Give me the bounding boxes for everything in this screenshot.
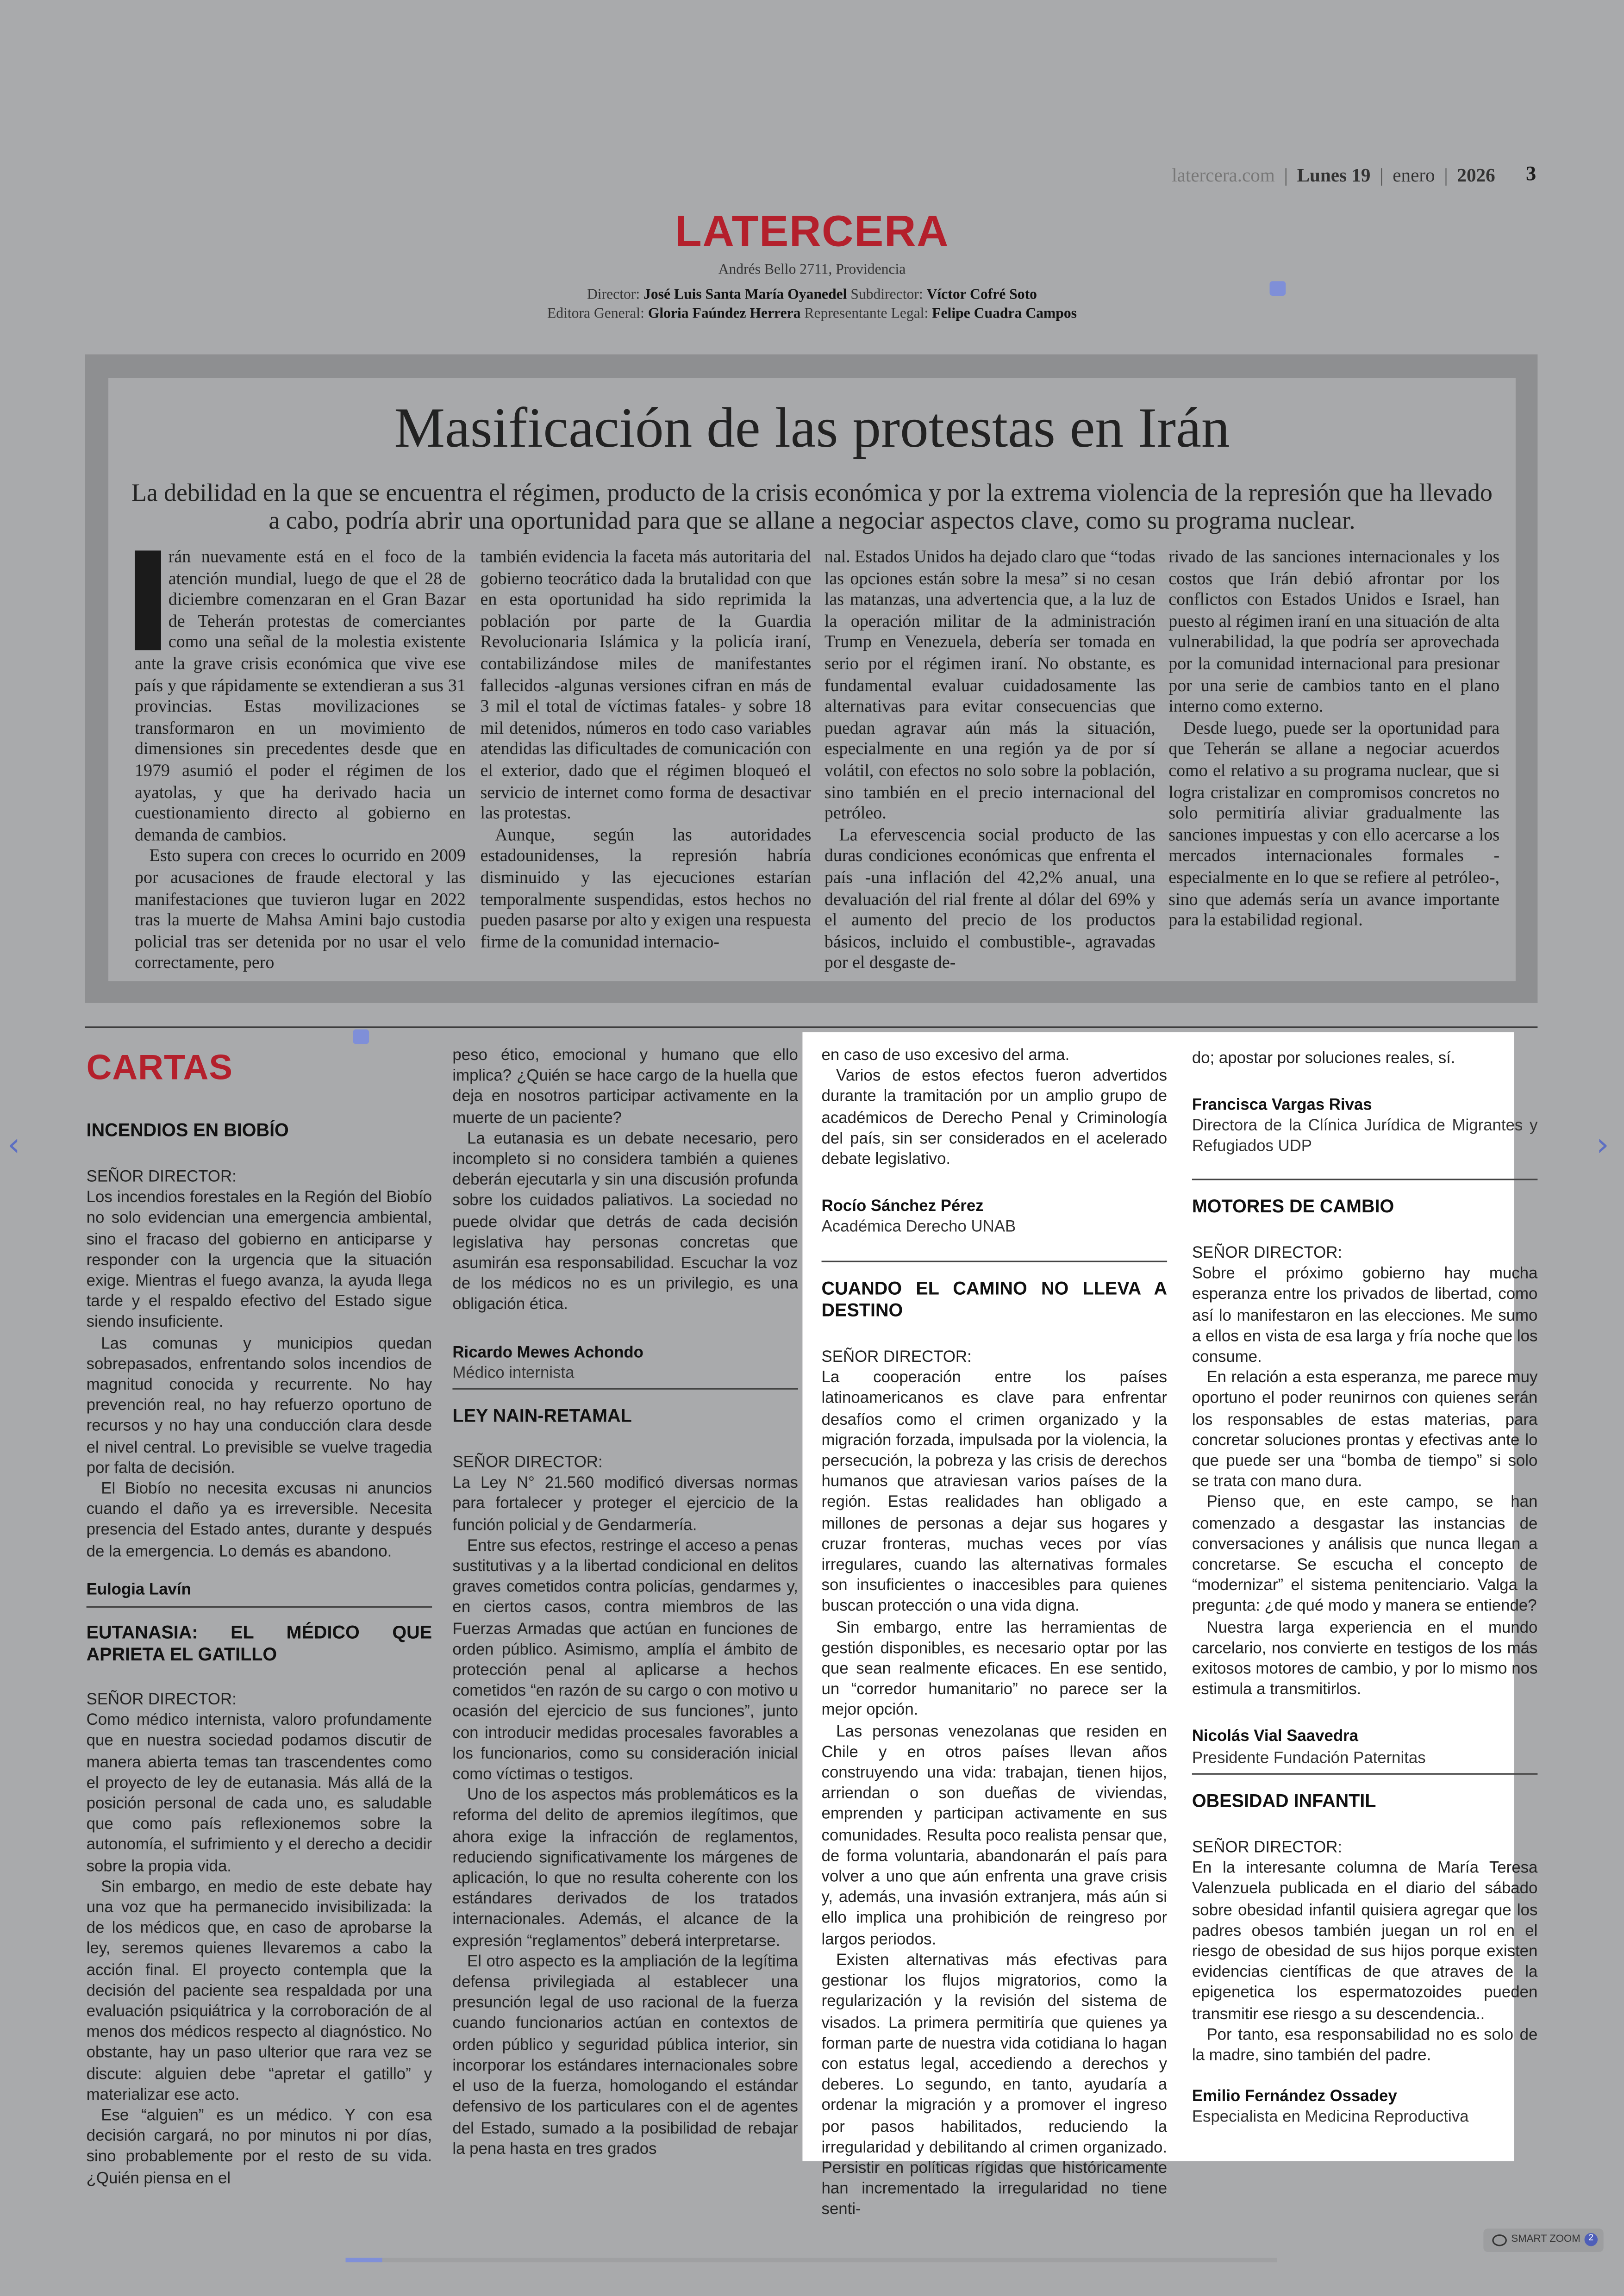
letter-signature-role: Directora de la Clínica Jurídica de Migrantes y Refugiados UDP: [1192, 1117, 1538, 1156]
newspaper-logo: LATERCERA: [675, 208, 949, 256]
letter-signature-role: Especialista en Medicina Reproductiva: [1192, 2109, 1469, 2127]
letter-title: EUTANASIA: EL MÉDICO QUE APRIETA EL GATILLO: [86, 1622, 432, 1665]
annotation-note-icon-2[interactable]: [353, 1029, 369, 1044]
letter-signature-role: Médico internista: [452, 1364, 575, 1382]
next-page-icon[interactable]: ›: [1596, 1127, 1609, 1164]
salutation: SEÑOR DIRECTOR:: [821, 1348, 972, 1366]
letter-camino-destino: CUANDO EL CAMINO NO LLEVA A DESTINO SEÑOR DIRECTOR: La cooperación entre los países latinoamericanos es clave para enfrentar desafíos como el crimen organizado y la migración forzada, impulsada por la violencia, la persecución, la pobreza y las crisis de derechos humanos que atraviesan varios países de la región. Estas realidades han obligado a millones de personas a dejar sus hogares y cruzar fronteras, muchas veces por vías irregulares, cuando las alternativas formales son insuficientes o inaccesibles para quienes buscan protección o una vida digna. Sin embargo, entre las herramientas de gestión disponibles, es necesario optar por las que sean realmente eficaces. En ese sentido, un “corredor humanitario” no parece ser la mejor opción. Las personas venezolanas que residen en Chile y en otros países llevan años construyendo una vida: trabajan, tienen hijos, arriendan o son dueñas de viviendas, emprenden y participan activamente en sus comunidades. Resulta poco realista pensar que, de forma voluntaria, abandonarán el país para volver a uno que aún enfrenta una grave crisis y, además, una invasión extranjera, más aún si ello implica una prohibición de reingreso por largos periodos. Existen alternativas más efectivas para gestionar los flujos migratorios, como la regularización y la revisión del sistema de visados. La primera permitiría que quienes ya forman parte de nuestra vida cotidiana lo hagan con estatus legal, accediendo a derechos y deberes. Lo segundo, en tanto, ayudaría a ordenar la migración y a promover el ingreso por pasos habilitados, reduciendo la irregularidad y debilitando al crimen organizado. Persistir en políticas rígidas que históricamente han incrementado la irregularidad no tiene senti-: [821, 1278, 1168, 2219]
letter-divider: [822, 1261, 1168, 1262]
letter-title: OBESIDAD INFANTIL: [1192, 1791, 1376, 1811]
letter-signature: Eulogia Lavín: [86, 1581, 191, 1599]
page-progress-fill: [346, 2258, 383, 2262]
letter-signature-role: Presidente Fundación Paternitas: [1192, 1749, 1426, 1767]
letter-motores-cambio: MOTORES DE CAMBIO SEÑOR DIRECTOR: Sobre el próximo gobierno hay mucha esperanza entre los privados de libertad, como así lo manifestaron en las elecciones. Me sumo a ellos en vista de esa larga y fría noche que los consume. En relación a esta esperanza, me parece muy oportuno el poder reunirnos con quienes serán los responsables de estas materias, para concretar soluciones prontas y efectivas ante lo que puede ser una “bomba de tiempo” si solo se trata con mano dura. Pienso que, en este campo, se han comenzado a desgastar las instancias de conversaciones y análisis que nunca llegan a concretarse. Se escucha el concepto de “modernizar” el sistema penitenciario. Valga la pregunta: ¿de qué modo y manera se entiende? Nuestra larga experiencia en el mundo carcelario, nos convierte en testigos de los más exitosos motores de cambio, y por lo mismo nos estimula a transmitirlos. Nicolás Vial Saavedra Presidente Fundación Paternitas: [1192, 1196, 1538, 1768]
eye-icon: [1492, 2234, 1507, 2246]
previous-page-icon[interactable]: ‹: [7, 1127, 20, 1164]
letter-obesidad-infantil: OBESIDAD INFANTIL SEÑOR DIRECTOR: En la interesante columna de María Teresa Valenzuela publicada en el diario del sábado sobre obesidad infantil quisiera agregar que los padres obesos también juegan un rol en el riesgo de obesidad de sus hijos porque existen evidencias científicas de que atraves de la epigenetica los espermatozoides pueden transmitir ese riesgo a su descendencia.. Por tanto, esa responsabilidad no es solo de la madre, sino también del padre. Emilio Fernández Ossadey Especialista en Medicina Reproductiva: [1192, 1791, 1538, 2128]
date-year: 2026: [1457, 164, 1495, 186]
dropcap-letter: [135, 550, 161, 650]
letter-nain-retamal-continued: en caso de uso excesivo del arma. Varios de estos efectos fueron advertidos durante la tramitación por un amplio grupo de académicos de Derecho Penal y Criminología del país, sin ser considerados en el acelerado debate legislativo. Rocío Sánchez Pérez Académica Derecho UNAB: [822, 1046, 1168, 1238]
cartas-section-title: CARTAS: [86, 1048, 233, 1088]
letter-signature: Ricardo Mewes Achondo: [452, 1343, 643, 1361]
annotation-note-icon[interactable]: [1269, 281, 1286, 296]
smart-zoom-badge: 2: [1585, 2233, 1598, 2246]
letter-camino-continued: do; apostar por soluciones reales, sí. Francisca Vargas Rivas Directora de la Clínica Jurídica de Migrantes y Refugiados UDP: [1192, 1048, 1538, 1157]
page-progress-track[interactable]: [346, 2258, 1277, 2262]
letter-nain-retamal: LEY NAIN-RETAMAL SEÑOR DIRECTOR: La Ley N° 21.560 modificó diversas normas para fortalecer y proteger el ejercicio de la función policial y de Gendarmería. Entre sus efectos, restringe el acceso a penas sustitutivas y a la libertad condicional en delitos graves cometidos contra policías, gendarmes y, en ciertos casos, contra miembros de las Fuerzas Armadas que actúan en funciones de orden público. Asimismo, amplía el ámbito de protección penal al aplicarse a hechos cometidos “en razón de su cargo o con motivo u ocasión del ejercicio de sus funciones”, junto con introducir medidas procesales favorables a los funcionarios, como su consideración inicial como víctimas o testigos. Uno de los aspectos más problemáticos es la reforma del delito de apremios ilegítimos, que ahora exige la infracción de reglamentos, reduciendo significativamente los márgenes de aplicación, lo que no resulta coherente con los estándares derivados de los tratados internacionales. Además, el alcance de la expresión “reglamentos” deberá interpretarse. El otro aspecto es la ampliación de la legítima defensa privilegiada al establecer una presunción legal de uso racional de la fuerza cuando funcionarios actúan en contextos de orden público y seguridad pública interior, sin incorporar los estándares internacionales sobre el uso de la fuerza, homologando el estándar defensivo de los particulares con el de agentes del Estado, sumado a la posibilidad de rebajar la pena hasta en tres grados: [452, 1405, 798, 2158]
salutation: SEÑOR DIRECTOR:: [452, 1454, 603, 1472]
smart-zoom-button[interactable]: SMART ZOOM 2: [1483, 2228, 1603, 2252]
letter-signature: Emilio Fernández Ossadey: [1192, 2088, 1397, 2106]
site-name: latercera.com: [1172, 164, 1275, 186]
masthead-directors: Director: José Luis Santa María Oyanedel Subdirector: Víctor Cofré Soto: [587, 287, 1037, 303]
editorial-column-2: también evidencia la faceta más autoritaria del gobierno teocrático dada la brutalidad con que en esta oportunidad ha sido reprimida la población por parte de la Guardia Revolucionaria Islámica y la policía iraní, contabilizándose miles de manifestantes fallecidos -algunas versiones cifran en más de 3 mil el total de víctimas fatales- y sobre 18 mil detenidos, números en todo caso variables atendidas las dificultades de comunicación con el exterior, dado que el régimen bloqueó el servicio de internet como forma de desactivar las protestas. Aunque, según las autoridades estadounidenses, la represión habría disminuido y las ejecuciones estarían temporalmente suspendidas, estos hechos no pueden pasarse por alto y exigen una respuesta firme de la comunidad internacio-: [480, 546, 812, 952]
letter-title: CUANDO EL CAMINO NO LLEVA A DESTINO: [821, 1278, 1168, 1321]
editorial-title: Masificación de las protestas en Irán: [394, 397, 1230, 460]
letter-signature: Francisca Vargas Rivas: [1192, 1097, 1372, 1115]
letter-title: MOTORES DE CAMBIO: [1192, 1196, 1394, 1217]
page-number: 3: [1526, 164, 1537, 186]
letter-signature: Rocío Sánchez Pérez: [821, 1198, 984, 1216]
salutation: SEÑOR DIRECTOR:: [86, 1691, 237, 1709]
letter-signature: Nicolás Vial Saavedra: [1192, 1728, 1359, 1747]
editorial-column-1: rán nuevamente está en el foco de la atención mundial, luego de que el 28 de diciembre comenzaran en el Gran Bazar de Teherán protestas de comerciantes como una señal de la molestia existente ante la grave crisis económica que vive ese país y que rápidamente se extendieran a sus 31 provincias. Estas movilizaciones se transformaron en un movimiento de dimensiones sin precedentes desde que en 1979 asumió el poder el régimen de los ayatolas, y que ha derivado hacia un cuestionamiento directo al gobierno en demanda de cambios. Esto supera con creces lo ocurrido en 2009 por acusaciones de fraude electoral y las manifestaciones que tuvieron lugar en 2022 tras la muerte de Mahsa Amini bajo custodia policial tras ser detenida por no usar el velo correctamente, pero: [135, 546, 466, 973]
letter-incendios: INCENDIOS EN BIOBÍO SEÑOR DIRECTOR: Los incendios forestales en la Región del Biobío no solo evidencian una emergencia ambiental, sino el fracaso del gobierno en anticiparse y responder con la urgencia que la situación exige. Mientras el fuego avanza, la ayuda llega tarde y el respaldo efectivo del Estado sigue siendo insuficiente. Las comunas y municipios quedan sobrepasados, enfrentando solos incendios de magnitud conocida y recurrente. No hay prevención real, no hay refuerzo oportuno de recursos y no hay una conducción clara desde el nivel central. Lo previsible se vuelve tragedia por falta de decisión. El Biobío no necesita excusas ni anuncios cuando el daño ya es irreversible. Necesita presencia del Estado antes, durante y después de la emergencia. Lo demás es abandono. Eulogia Lavín: [87, 1120, 432, 1601]
letter-divider: [1192, 1179, 1538, 1180]
editorial-column-3: nal. Estados Unidos ha dejado claro que “todas las opciones están sobre la mesa” si no cesan las matanzas, una advertencia que, a la luz de la operación militar de la administración Trump en Venezuela, debería ser tomada en serio por el régimen iraní. No obstante, es fundamental evaluar cuidadosamente las alternativas para evitar consecuencias que puedan agravar aún más la situación, especialmente en una región ya de por sí volátil, con efectos no solo sobre la población, sino también en el precio internacional del petróleo. La efervescencia social producto de las duras condiciones económicas que enfrenta el país -una inflación del 42,2% anual, una devaluación del rial frente al dólar del 69% y el aumento del precio de los productos básicos, incluido el combustible-, agravadas por el desgaste de-: [824, 546, 1156, 973]
date-month: enero: [1393, 164, 1435, 186]
salutation: SEÑOR DIRECTOR:: [1192, 1244, 1343, 1262]
letter-eutanasia-continued: peso ético, emocional y humano que ello implica? ¿Quién se hace cargo de la huella que deja en nosotros participar activamente en la muerte de un paciente? La eutanasia es un debate necesario, pero incompleto si no considera también a quienes deberán ejecutarla y sin una discusión profunda sobre los cuidados paliativos. La sociedad no puede olvidar que detrás de cada decisión legislativa hay personas concretas que asumirán esa responsabilidad. Escuchar la voz de los médicos no es un privilegio, es una obligación ética. Ricardo Mewes Achondo Médico internista: [452, 1046, 798, 1384]
section-divider: [85, 1026, 1537, 1028]
letter-eutanasia: EUTANASIA: EL MÉDICO QUE APRIETA EL GATILLO SEÑOR DIRECTOR: Como médico internista, valoro profundamente que en nuestra sociedad podamos discutir de manera abierta temas tan trascendentes como el proyecto de ley de eutanasia. Más allá de la posición personal de cada uno, es saludable que como país reflexionemos sobre la autonomía, el sufrimiento y el derecho a decidir sobre la propia vida. Sin embargo, en medio de este debate hay una voz que ha permanecido invisibilizada: la de los médicos que, en caso de aprobarse la ley, seremos quienes llevaremos a cabo la acción final. El proyecto contempla que la decisión del paciente sea respaldada por una evaluación psiquiátrica y la corroboración de al menos dos médicos respecto al diagnóstico. No obstante, hay un paso ulterior que rara vez se discute: alguien debe “apretar el gatillo” y materializar ese acto. Ese “alguien” es un médico. Y con esa decisión cargará, no por minutos ni por días, sino probablemente por el resto de su vida. ¿Quién piensa en el: [86, 1622, 432, 2187]
salutation: SEÑOR DIRECTOR:: [1192, 1839, 1343, 1857]
masthead-editors: Editora General: Gloria Faúndez Herrera Representante Legal: Felipe Cuadra Campos: [547, 306, 1077, 322]
salutation: SEÑOR DIRECTOR:: [86, 1168, 237, 1186]
letter-title: INCENDIOS EN BIOBÍO: [86, 1120, 289, 1141]
letter-divider: [1192, 1773, 1538, 1775]
letter-divider: [452, 1388, 798, 1390]
letter-signature-role: Académica Derecho UNAB: [821, 1219, 1016, 1237]
letter-title: LEY NAIN-RETAMAL: [452, 1405, 632, 1426]
editorial-column-4: rivado de las sanciones internacionales y los costos que Irán debió afrontar por los conflictos con Estados Unidos e Israel, han puesto al régimen iraní en una situación de alta vulnerabilidad, la que podría ser aprovechada por la comunidad internacional para presionar por una serie de cambios tanto en el plano interno como externo. Desde luego, puede ser la oportunidad para que Teherán se allane a negociar acuerdos como el relativo a su programa nuclear, que si logra cristalizar en compromisos concretos no solo permitiría aliviar gradualmente las sanciones impuestas y con ello acercarse a los mercados internacionales formales -especialmente en lo que se refiere al petróleo-, sino que además sería un avance importante para la estabilidad regional.: [1168, 546, 1500, 930]
date-bar: latercera.com | Lunes 19 | enero | 2026: [1172, 164, 1495, 186]
letter-divider: [87, 1606, 432, 1608]
date-day: Lunes 19: [1297, 164, 1371, 186]
editorial-subtitle: La debilidad en la que se encuentra el régimen, producto de la crisis económica y por la extrema violencia de la represión que ha llevado a cabo, podría abrir una oportunidad para que se allane a negociar aspectos clave, como su programa nuclear.: [131, 479, 1493, 535]
masthead-address: Andrés Bello 2711, Providencia: [718, 262, 906, 279]
